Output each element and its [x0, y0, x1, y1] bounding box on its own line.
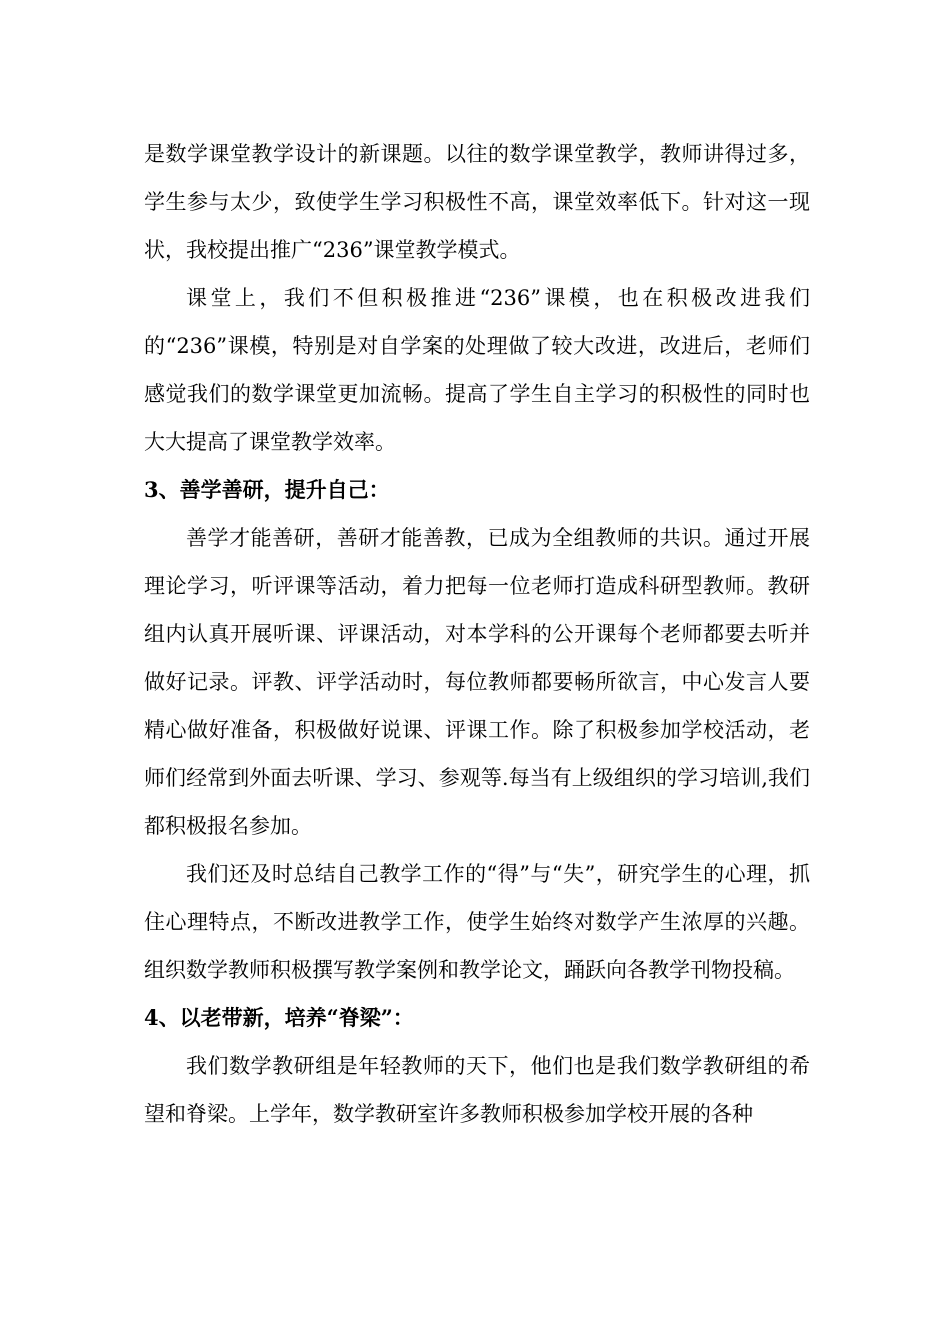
paragraph-1: 是数学课堂教学设计的新课题。以往的数学课堂教学，教师讲得过多，学生参与太少，致使学生学习积极性不高，课堂效率低下。针对这一现状，我校提出推广“236”课堂教学模式。	[144, 142, 810, 262]
paragraph-2: 课堂上，我们不但积极推进“236”课模，也在积极改进我们的“236”课模，特别是对自学案的处理做了较大改进，改进后，老师们感觉我们的数学课堂更加流畅。提高了学生自主学习的积极性的同时也大大提高了课堂教学效率。	[144, 286, 810, 454]
section-heading-4: 4、以老带新，培养“脊梁”：	[144, 1005, 414, 1030]
paragraph-5: 我们数学教研组是年轻教师的天下，他们也是我们数学教研组的希望和脊梁。上学年，数学教研室许多教师积极参加学校开展的各种	[144, 1054, 810, 1126]
section-heading-3: 3、善学善研，提升自己：	[144, 477, 390, 502]
paragraph-3: 善学才能善研，善研才能善教，已成为全组教师的共识。通过开展理论学习，听评课等活动，着力把每一位老师打造成科研型教师。教研组内认真开展听课、评课活动，对本学科的公开课每个老师都要去听并做好记录。评教、评学活动时，每位教师都要畅所欲言，中心发言人要精心做好准备，积极做好说课、评课工作。除了积极参加学校活动，老师们经常到外面去听课、学习、参观等.每当有上级组织的学习培训,我们都积极报名参加。	[144, 526, 810, 838]
paragraph-4: 我们还及时总结自己教学工作的“得”与“失”，研究学生的心理，抓住心理特点，不断改进教学工作，使学生始终对数学产生浓厚的兴趣。组织数学教师积极撰写教学案例和教学论文，踊跃向各教学刊物投稿。	[144, 862, 810, 982]
document-body	[144, 130, 810, 1138]
